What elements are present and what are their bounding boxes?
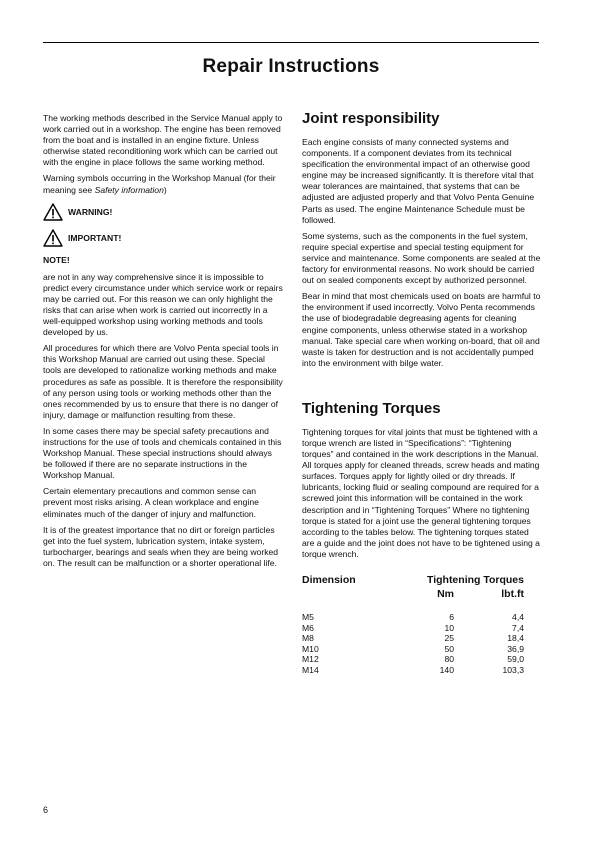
lbft-cell: 36,9 <box>507 643 524 654</box>
page-number: 6 <box>43 805 49 815</box>
nm-cell: 140 <box>439 664 454 675</box>
left-column <box>43 113 283 574</box>
table-row <box>302 623 524 634</box>
lbft-cell: 18,4 <box>507 633 524 644</box>
joint-paragraph-3: Bear in mind that most chemicals used on boats are harmful to the environment if used incorrectly. Volvo Penta recommends the use of biodegradable degreasing agents for cleaning engine components, unless otherwise stated in a workshop manual. Take special care when working on-board, that oil and waste is taken for destruction and is not accidentally pumped into the environment with bilge water. <box>302 291 541 368</box>
lbft-cell: 7,4 <box>512 622 524 633</box>
warning-triangle-icon <box>43 229 63 247</box>
dimension-cell: M14 <box>302 664 319 675</box>
torque-paragraph: Tightening torques for vital joints that must be tightened with a torque wrench are listed in “Specifications”: “Tightening torques” and contained in the work descriptions in the Manual. All torques apply for cleaned threads, screw heads and mating surfaces. Torques apply for lightly oiled or dry threads. If lubricants, locking fluid or sealing compound are required for a screwed joint this information will be contained in the work description and in “Tightening Torques” Where no tightening torque is stated for a joint use the general tightening torques according to the tables below. The tightening torques stated are a guide and the joint does not have to be tightened using a torque wrench. <box>302 426 540 559</box>
unit-nm: Nm <box>437 588 454 600</box>
dirt-paragraph: It is of the greatest importance that no dirt or foreign particles get into the fuel system, lubrication system, intake system, turbocharger, bearings and seals when they are being worked on. The result can be malfunction or a shorter operational life. <box>43 524 279 568</box>
table-row <box>302 654 524 665</box>
torque-table-units <box>302 586 524 612</box>
risks-paragraph: are not in any way comprehensive since it is impossible to predict every circumstance under which service work or repairs may be carried out. For this reason we can only highlight the risks that can arise when work is carried out incorrectly in a well-equipped workshop using working methods and tools developed by us. <box>43 271 283 338</box>
dimension-cell: M5 <box>302 612 314 622</box>
special-tools-paragraph: All procedures for which there are Volvo Penta special tools in this Workshop Manual are carried out using these. Special tools are developed to rationalize working methods and make procedures as safe as possible. It is therefore the responsibility of any person using tools or working methods other than the ones recommended by us to ensure that there is no danger of injury, damage or malfunction resulting from these. <box>43 343 283 420</box>
dimension-cell: M6 <box>302 622 314 633</box>
joint-paragraph-1: Each engine consists of many connected systems and components. If a component deviates from its technical specification the environmental impact of an otherwise good engine may be increased significantly. It is therefore vital that wear tolerances are maintained, that systems that can be adjusted are adjusted properly and that Volvo Penta Genuine Parts as used. The engine Maintenance Schedule must be followed. <box>302 137 535 225</box>
lbft-cell: 4,4 <box>512 612 524 622</box>
nm-cell: 50 <box>444 643 454 654</box>
warning-symbols-paragraph: Warning symbols occurring in the Workshop Manual (for their meaning see Safety information) <box>43 173 276 195</box>
dimension-cell: M12 <box>302 654 319 665</box>
elementary-precautions-paragraph: Certain elementary precautions and common sense can prevent most risks arising. A clean workplace and engine eliminates much of the danger of injury and malfunction. <box>43 486 259 519</box>
note-label: NOTE! <box>43 254 70 265</box>
nm-cell: 80 <box>444 654 454 665</box>
column-header-dimension: Dimension <box>302 574 356 586</box>
column-header-torques: Tightening Torques <box>426 574 524 586</box>
nm-cell: 25 <box>444 633 454 644</box>
important-row <box>43 227 283 249</box>
joint-paragraph-2: Some systems, such as the components in the fuel system, require special expertise and special testing equipment for service and maintenance. Some components are sealed at the factory for environmental reasons. No work should be carried out on sealed components except by authorized personnel. <box>302 230 541 286</box>
intro-paragraph: The working methods described in the Service Manual apply to work carried out in a workshop. The engine has been removed from the boat and is installed in an engine fixture. Unless otherwise stated reconditioning work which can be carried out with the engine in place follows the same working method. <box>43 113 283 168</box>
lbft-cell: 103,3 <box>502 664 524 675</box>
dimension-cell: M10 <box>302 643 319 654</box>
torque-table <box>302 574 524 676</box>
section-spacer <box>302 374 542 400</box>
dimension-cell: M8 <box>302 633 314 644</box>
lbft-cell: 59,0 <box>507 654 524 665</box>
warning-triangle-icon <box>43 203 63 221</box>
safety-information-ref: Safety information <box>94 184 164 195</box>
torque-table-header <box>302 574 524 586</box>
nm-cell: 6 <box>449 612 454 622</box>
unit-lbft: lbt.ft <box>501 588 524 600</box>
important-label: IMPORTANT! <box>68 232 122 243</box>
table-row <box>302 665 524 676</box>
nm-cell: 10 <box>444 622 454 633</box>
right-column <box>302 110 542 676</box>
page-title: Repair Instructions <box>202 56 380 77</box>
table-row <box>302 612 524 623</box>
warning-row <box>43 201 283 223</box>
warning-label: WARNING! <box>68 206 113 217</box>
safety-precautions-paragraph: In some cases there may be special safety precautions and instructions for the use of tools and chemicals contained in this Workshop Manual. These special instructions should always be followed if there are no separate instructions in the Workshop Manual. <box>43 425 282 481</box>
table-row <box>302 644 524 655</box>
top-rule <box>43 42 539 43</box>
tightening-torques-heading: Tightening Torques <box>302 399 441 417</box>
joint-responsibility-heading: Joint responsibility <box>302 110 440 127</box>
table-row <box>302 633 524 644</box>
